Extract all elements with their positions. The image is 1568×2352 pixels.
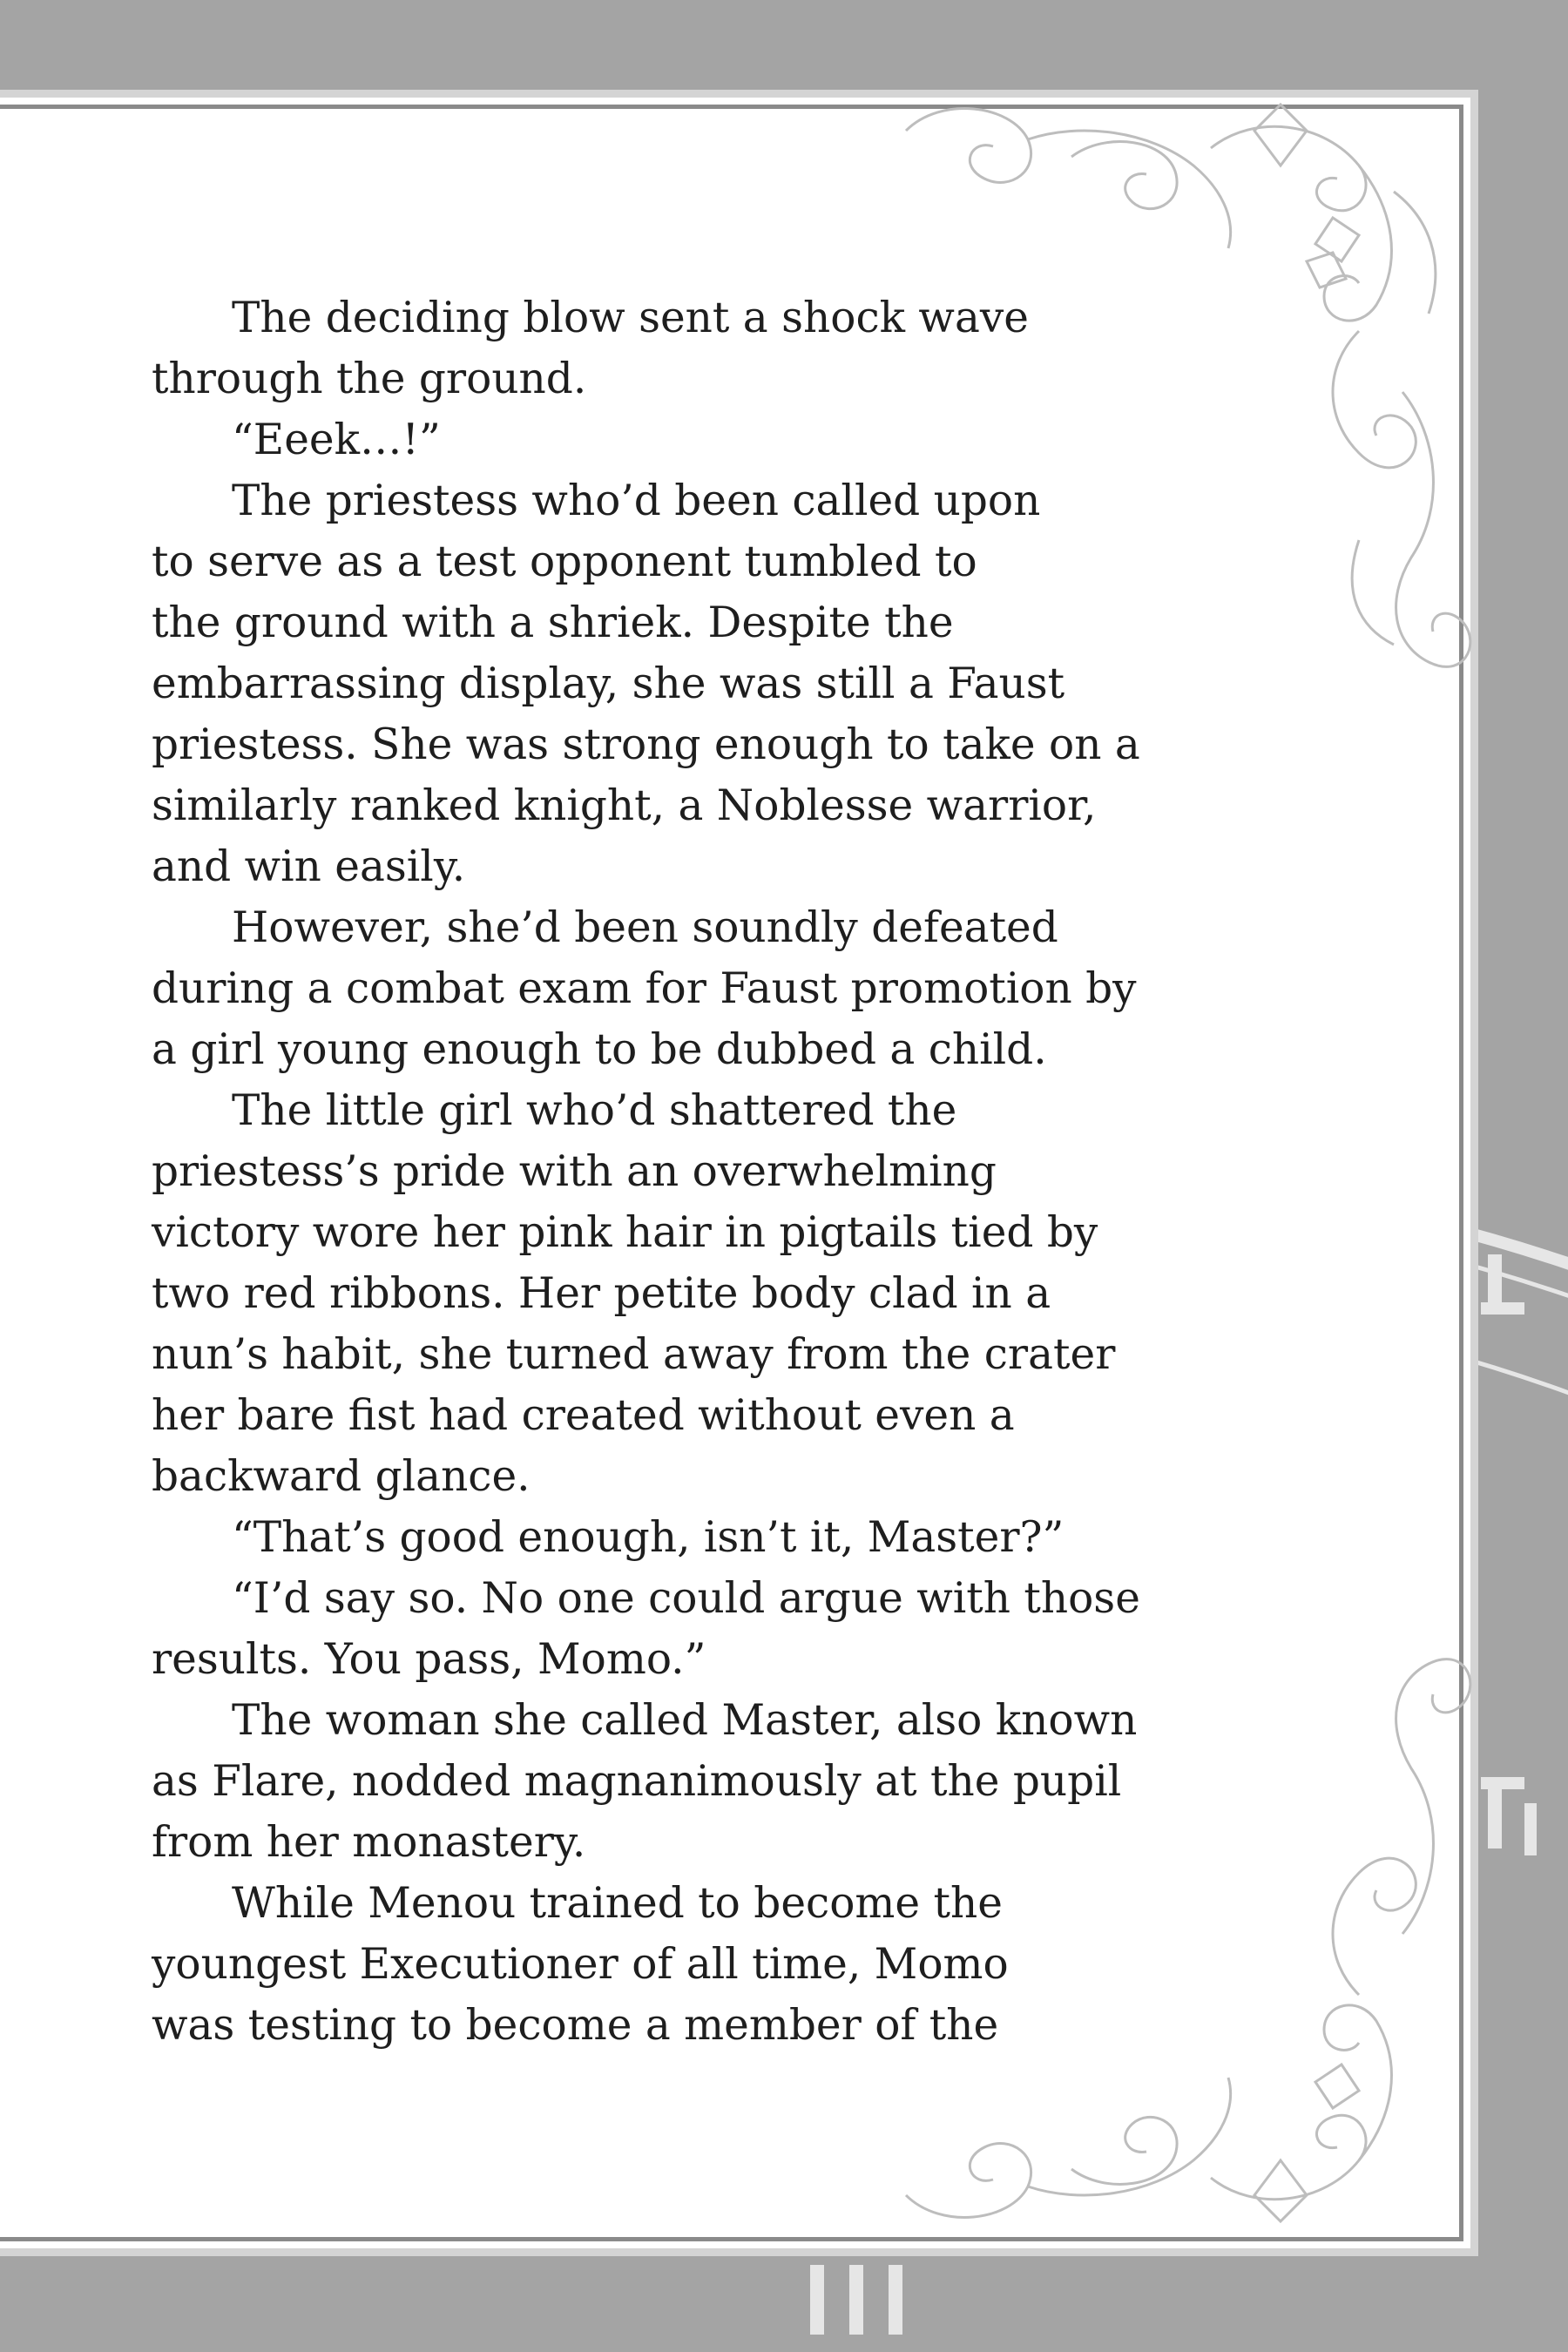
text-line: the ground with a shriek. Despite the bbox=[152, 598, 954, 647]
text-line: two red ribbons. Her petite body clad in a bbox=[152, 1269, 1051, 1318]
text-line: her bare fist had created without even a bbox=[152, 1391, 1015, 1440]
text-line: The little girl who’d shattered the bbox=[232, 1086, 957, 1135]
body-text bbox=[152, 287, 1275, 2056]
text-line: a girl young enough to be dubbed a child. bbox=[152, 1025, 1047, 1074]
text-line: “Eeek…!” bbox=[232, 416, 441, 464]
text-line: results. You pass, Momo.” bbox=[152, 1635, 706, 1684]
text-line: victory wore her pink hair in pigtails tied by bbox=[152, 1208, 1098, 1257]
text-line: However, she’d been soundly defeated bbox=[232, 903, 1058, 952]
text-line: “I’d say so. No one could argue with those bbox=[232, 1574, 1140, 1623]
text-line: backward glance. bbox=[152, 1452, 531, 1501]
text-line: While Menou trained to become the bbox=[232, 1879, 1003, 1928]
text-line: through the ground. bbox=[152, 355, 587, 403]
text-line: youngest Executioner of all time, Momo bbox=[152, 1940, 1009, 1989]
text-line: The woman she called Master, also known bbox=[232, 1696, 1138, 1745]
text-line: The priestess who’d been called upon bbox=[232, 476, 1041, 525]
text-line: and win easily. bbox=[152, 842, 466, 891]
text-line: similarly ranked knight, a Noblesse warrior, bbox=[152, 781, 1097, 830]
text-line: nun’s habit, she turned away from the crater bbox=[152, 1330, 1116, 1379]
text-line: priestess’s pride with an overwhelming bbox=[152, 1147, 997, 1196]
text-line: as Flare, nodded magnanimously at the pupil bbox=[152, 1757, 1122, 1806]
text-line: to serve as a test opponent tumbled to bbox=[152, 537, 977, 586]
text-line: priestess. She was strong enough to take on a bbox=[152, 720, 1140, 769]
text-line: “That’s good enough, isn’t it, Master?” bbox=[232, 1513, 1064, 1562]
text-line: from her monastery. bbox=[152, 1818, 586, 1867]
text-line: embarrassing display, she was still a Faust bbox=[152, 659, 1065, 708]
text-line: was testing to become a member of the bbox=[152, 2001, 999, 2050]
text-line: The deciding blow sent a shock wave bbox=[232, 294, 1029, 342]
text-line: during a combat exam for Faust promotion by bbox=[152, 964, 1137, 1013]
